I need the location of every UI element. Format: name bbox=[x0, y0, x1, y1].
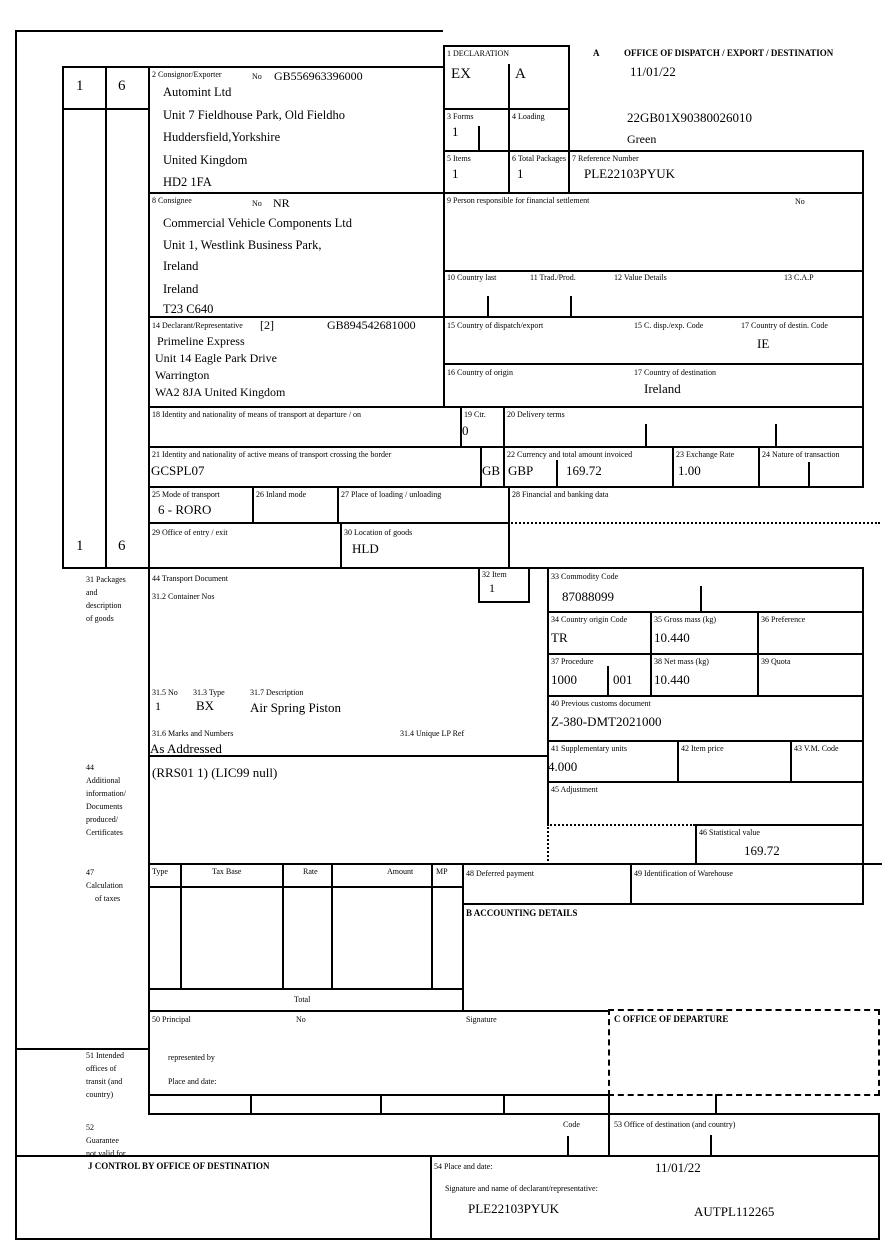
box42-label: 42 Item price bbox=[681, 744, 724, 753]
box2-no-label: No bbox=[252, 72, 262, 81]
box1-declaration-type: EX bbox=[451, 66, 471, 82]
box14-eori: GB894542681000 bbox=[327, 318, 416, 332]
box34-label: 34 Country origin Code bbox=[551, 615, 628, 624]
box40-value: Z-380-DMT2021000 bbox=[551, 714, 662, 729]
box44-margin-label: Additional bbox=[86, 776, 121, 785]
section-a-mrn: 22GB01X90380026010 bbox=[627, 110, 752, 125]
box8-address-line: Commercial Vehicle Components Ltd bbox=[163, 216, 352, 230]
copy-number-left: 1 bbox=[76, 78, 84, 94]
box17a-label: 17 Country of destin. Code bbox=[741, 321, 828, 330]
box54-date: 11/01/22 bbox=[655, 1160, 701, 1175]
section-a-date: 11/01/22 bbox=[630, 64, 676, 79]
box3-value: 1 bbox=[452, 124, 459, 139]
box14-address-line: Warrington bbox=[155, 368, 210, 382]
box31-5-no-label: 31.5 No bbox=[152, 688, 178, 697]
box31-margin-label: 31 Packages bbox=[86, 575, 126, 584]
box54-auth-number: AUTPL112265 bbox=[694, 1204, 775, 1219]
box54-reference: PLE22103PYUK bbox=[468, 1201, 560, 1216]
box31-margin-label: description bbox=[86, 601, 122, 610]
box50-signature-label: Signature bbox=[466, 1015, 497, 1024]
box36-label: 36 Preference bbox=[761, 615, 806, 624]
box14-code: [2] bbox=[260, 318, 274, 332]
box29-label: 29 Office of entry / exit bbox=[152, 528, 228, 537]
box53-label: 53 Office of destination (and country) bbox=[614, 1120, 736, 1129]
box35-value: 10.440 bbox=[654, 630, 690, 645]
box9-no-label: No bbox=[795, 197, 805, 206]
box46-label: 46 Statistical value bbox=[699, 828, 760, 837]
box41-label: 41 Supplementary units bbox=[551, 744, 627, 753]
box2-label: 2 Consignor/Exporter bbox=[152, 70, 222, 79]
section-b-title: B ACCOUNTING DETAILS bbox=[466, 908, 578, 918]
box52-margin-label: 52 bbox=[86, 1123, 94, 1132]
box44-margin-label: information/ bbox=[86, 789, 126, 798]
box14-label: 14 Declarant/Representative bbox=[152, 321, 243, 330]
box8-address-line: Ireland bbox=[163, 259, 199, 273]
box51-margin-label: 51 Intended bbox=[86, 1051, 124, 1060]
section-c-title: C OFFICE OF DEPARTURE bbox=[614, 1014, 729, 1024]
box51-margin-label: country) bbox=[86, 1090, 114, 1099]
box8-label: 8 Consignee bbox=[152, 196, 192, 205]
tax-header-mp: MP bbox=[436, 867, 448, 876]
box6-label: 6 Total Packages bbox=[512, 154, 566, 163]
box31-margin-label: and bbox=[86, 588, 98, 597]
box27-label: 27 Place of loading / unloading bbox=[341, 490, 442, 499]
box51-margin-label: transit (and bbox=[86, 1077, 123, 1086]
box48-label: 48 Deferred payment bbox=[466, 869, 534, 878]
box54-signature-label: Signature and name of declarant/representative: bbox=[445, 1184, 598, 1193]
box21-label: 21 Identity and nationality of active means of transport crossing the border bbox=[152, 450, 392, 459]
box5-value: 1 bbox=[452, 166, 459, 181]
box31-4-lp-label: 31.4 Unique LP Ref bbox=[400, 729, 465, 738]
box13-label: 13 C.A.P bbox=[784, 273, 814, 282]
box50-label: 50 Principal bbox=[152, 1015, 191, 1024]
box31-margin-label: of goods bbox=[86, 614, 114, 623]
box35-label: 35 Gross mass (kg) bbox=[654, 615, 716, 624]
box20-label: 20 Delivery terms bbox=[507, 410, 565, 419]
box44-margin-label: 44 bbox=[86, 763, 94, 772]
box44-margin-label: Documents bbox=[86, 802, 123, 811]
box1-declaration-subtype: A bbox=[515, 66, 526, 82]
box46-value: 169.72 bbox=[744, 843, 780, 858]
box2-address-line: United Kingdom bbox=[163, 153, 248, 167]
box22-amount: 169.72 bbox=[566, 463, 602, 478]
box2-address-line: Unit 7 Fieldhouse Park, Old Fieldho bbox=[163, 108, 345, 122]
box17-value: Ireland bbox=[644, 381, 681, 396]
box19-value: 0 bbox=[462, 423, 469, 438]
tax-header-taxbase: Tax Base bbox=[212, 867, 242, 876]
box50-place-date: Place and date: bbox=[168, 1077, 217, 1086]
box31-7-desc-label: 31.7 Description bbox=[250, 688, 304, 697]
box44-transport-doc-label: 44 Transport Document bbox=[152, 574, 228, 583]
box51-margin-label: offices of bbox=[86, 1064, 117, 1073]
box14-address-line: Unit 14 Eagle Park Drive bbox=[155, 351, 277, 365]
tax-header-amount: Amount bbox=[387, 867, 414, 876]
box12-label: 12 Value Details bbox=[614, 273, 667, 282]
box8-address-line: Ireland bbox=[163, 282, 199, 296]
box3-label: 3 Forms bbox=[447, 112, 474, 121]
box22-label: 22 Currency and total amount invoiced bbox=[507, 450, 633, 459]
box15-label: 15 Country of dispatch/export bbox=[447, 321, 544, 330]
box39-label: 39 Quota bbox=[761, 657, 791, 666]
tax-total-label: Total bbox=[294, 995, 311, 1004]
copy-number-right: 6 bbox=[118, 78, 126, 94]
box25-label: 25 Mode of transport bbox=[152, 490, 220, 499]
box2-address-line: Huddersfield,Yorkshire bbox=[163, 130, 281, 144]
box7-label: 7 Reference Number bbox=[572, 154, 639, 163]
box30-label: 30 Location of goods bbox=[344, 528, 413, 537]
box10-label: 10 Country last bbox=[447, 273, 497, 282]
box47-margin-label: of taxes bbox=[95, 894, 121, 903]
box22-currency: GBP bbox=[508, 463, 534, 478]
box8-no-label: No bbox=[252, 199, 262, 208]
box52-margin-label: Guarantee bbox=[86, 1136, 119, 1145]
box34-value: TR bbox=[551, 630, 568, 645]
box50-no-label: No bbox=[296, 1015, 306, 1024]
section-j-title: J CONTROL BY OFFICE OF DESTINATION bbox=[88, 1161, 270, 1171]
box31-3-type-value: BX bbox=[196, 698, 215, 713]
section-a-title: OFFICE OF DISPATCH / EXPORT / DESTINATION bbox=[624, 48, 834, 58]
box2-address-line: Automint Ltd bbox=[163, 85, 232, 99]
box38-label: 38 Net mass (kg) bbox=[654, 657, 709, 666]
box31-3-type-label: 31.3 Type bbox=[193, 688, 225, 697]
box41-value: 4.000 bbox=[548, 759, 578, 774]
box40-label: 40 Previous customs document bbox=[551, 699, 651, 708]
box26-label: 26 Inland mode bbox=[256, 490, 307, 499]
box8-address-line: Unit 1, Westlink Business Park, bbox=[163, 238, 322, 252]
box17-label: 17 Country of destination bbox=[634, 368, 716, 377]
box9-label: 9 Person responsible for financial settlement bbox=[447, 196, 590, 205]
box8-address-line: T23 C640 bbox=[163, 302, 214, 316]
box37-procedure-2: 001 bbox=[613, 672, 633, 687]
box14-address-line: WA2 8JA United Kingdom bbox=[155, 385, 286, 399]
box5-label: 5 Items bbox=[447, 154, 471, 163]
box21-nationality: GB bbox=[482, 463, 501, 478]
box31-7-desc-value: Air Spring Piston bbox=[250, 700, 342, 715]
box38-value: 10.440 bbox=[654, 672, 690, 687]
box33-label: 33 Commodity Code bbox=[551, 572, 619, 581]
box31-6-marks-value: As Addressed bbox=[150, 741, 222, 756]
box16-label: 16 Country of origin bbox=[447, 368, 513, 377]
box47-margin-label: Calculation bbox=[86, 881, 123, 890]
box7-value: PLE22103PYUK bbox=[584, 166, 676, 181]
box32-value: 1 bbox=[489, 581, 495, 595]
box44-margin-label: produced/ bbox=[86, 815, 118, 824]
box14-address-line: Primeline Express bbox=[157, 334, 245, 348]
box30-value: HLD bbox=[352, 541, 379, 556]
box11-label: 11 Trad./Prod. bbox=[530, 273, 576, 282]
tax-header-type: Type bbox=[152, 867, 168, 876]
box28-label: 28 Financial and banking data bbox=[512, 490, 609, 499]
box2-eori: GB556963396000 bbox=[274, 69, 363, 83]
box23-value: 1.00 bbox=[678, 463, 701, 478]
section-a-letter: A bbox=[593, 48, 600, 58]
box23-label: 23 Exchange Rate bbox=[676, 450, 735, 459]
box54-label: 54 Place and date: bbox=[434, 1162, 493, 1171]
box25-value: 6 - RORO bbox=[158, 502, 212, 517]
box31-2-container-label: 31.2 Container Nos bbox=[152, 592, 215, 601]
box17a-value: IE bbox=[757, 336, 770, 351]
box18-label: 18 Identity and nationality of means of transport at departure / on bbox=[152, 410, 362, 419]
box24-label: 24 Nature of transaction bbox=[762, 450, 840, 459]
box33-value: 87088099 bbox=[562, 589, 614, 604]
box21-value: GCSPL07 bbox=[151, 463, 205, 478]
box19-label: 19 Ctr. bbox=[464, 410, 486, 419]
box37-procedure: 1000 bbox=[551, 672, 577, 687]
box44-margin-label: Certificates bbox=[86, 828, 123, 837]
box15a-label: 15 C. disp./exp. Code bbox=[634, 321, 704, 330]
box8-id: NR bbox=[273, 196, 290, 210]
box52-margin-label: not valid for bbox=[86, 1149, 126, 1158]
tax-header-rate: Rate bbox=[303, 867, 318, 876]
box45-label: 45 Adjustment bbox=[551, 785, 598, 794]
box32-label: 32 Item bbox=[482, 570, 507, 579]
section-a-routing: Green bbox=[627, 132, 657, 146]
box2-address-line: HD2 1FA bbox=[163, 175, 212, 189]
box31-6-marks-label: 31.6 Marks and Numbers bbox=[152, 729, 234, 738]
box53-code-label: Code bbox=[563, 1120, 580, 1129]
box31-5-no-value: 1 bbox=[155, 699, 161, 713]
box43-label: 43 V.M. Code bbox=[794, 744, 839, 753]
box44-value: (RRS01 1) (LIC99 null) bbox=[152, 765, 278, 780]
box4-label: 4 Loading bbox=[512, 112, 545, 121]
box47-margin-label: 47 bbox=[86, 868, 94, 877]
box50-represented-by: represented by bbox=[168, 1053, 215, 1062]
copy-number-left-2: 1 bbox=[76, 538, 84, 554]
box37-label: 37 Procedure bbox=[551, 657, 594, 666]
box6-value: 1 bbox=[517, 166, 524, 181]
box49-label: 49 Identification of Warehouse bbox=[634, 869, 733, 878]
box1-label: 1 DECLARATION bbox=[447, 49, 509, 58]
copy-number-right-2: 6 bbox=[118, 538, 126, 554]
